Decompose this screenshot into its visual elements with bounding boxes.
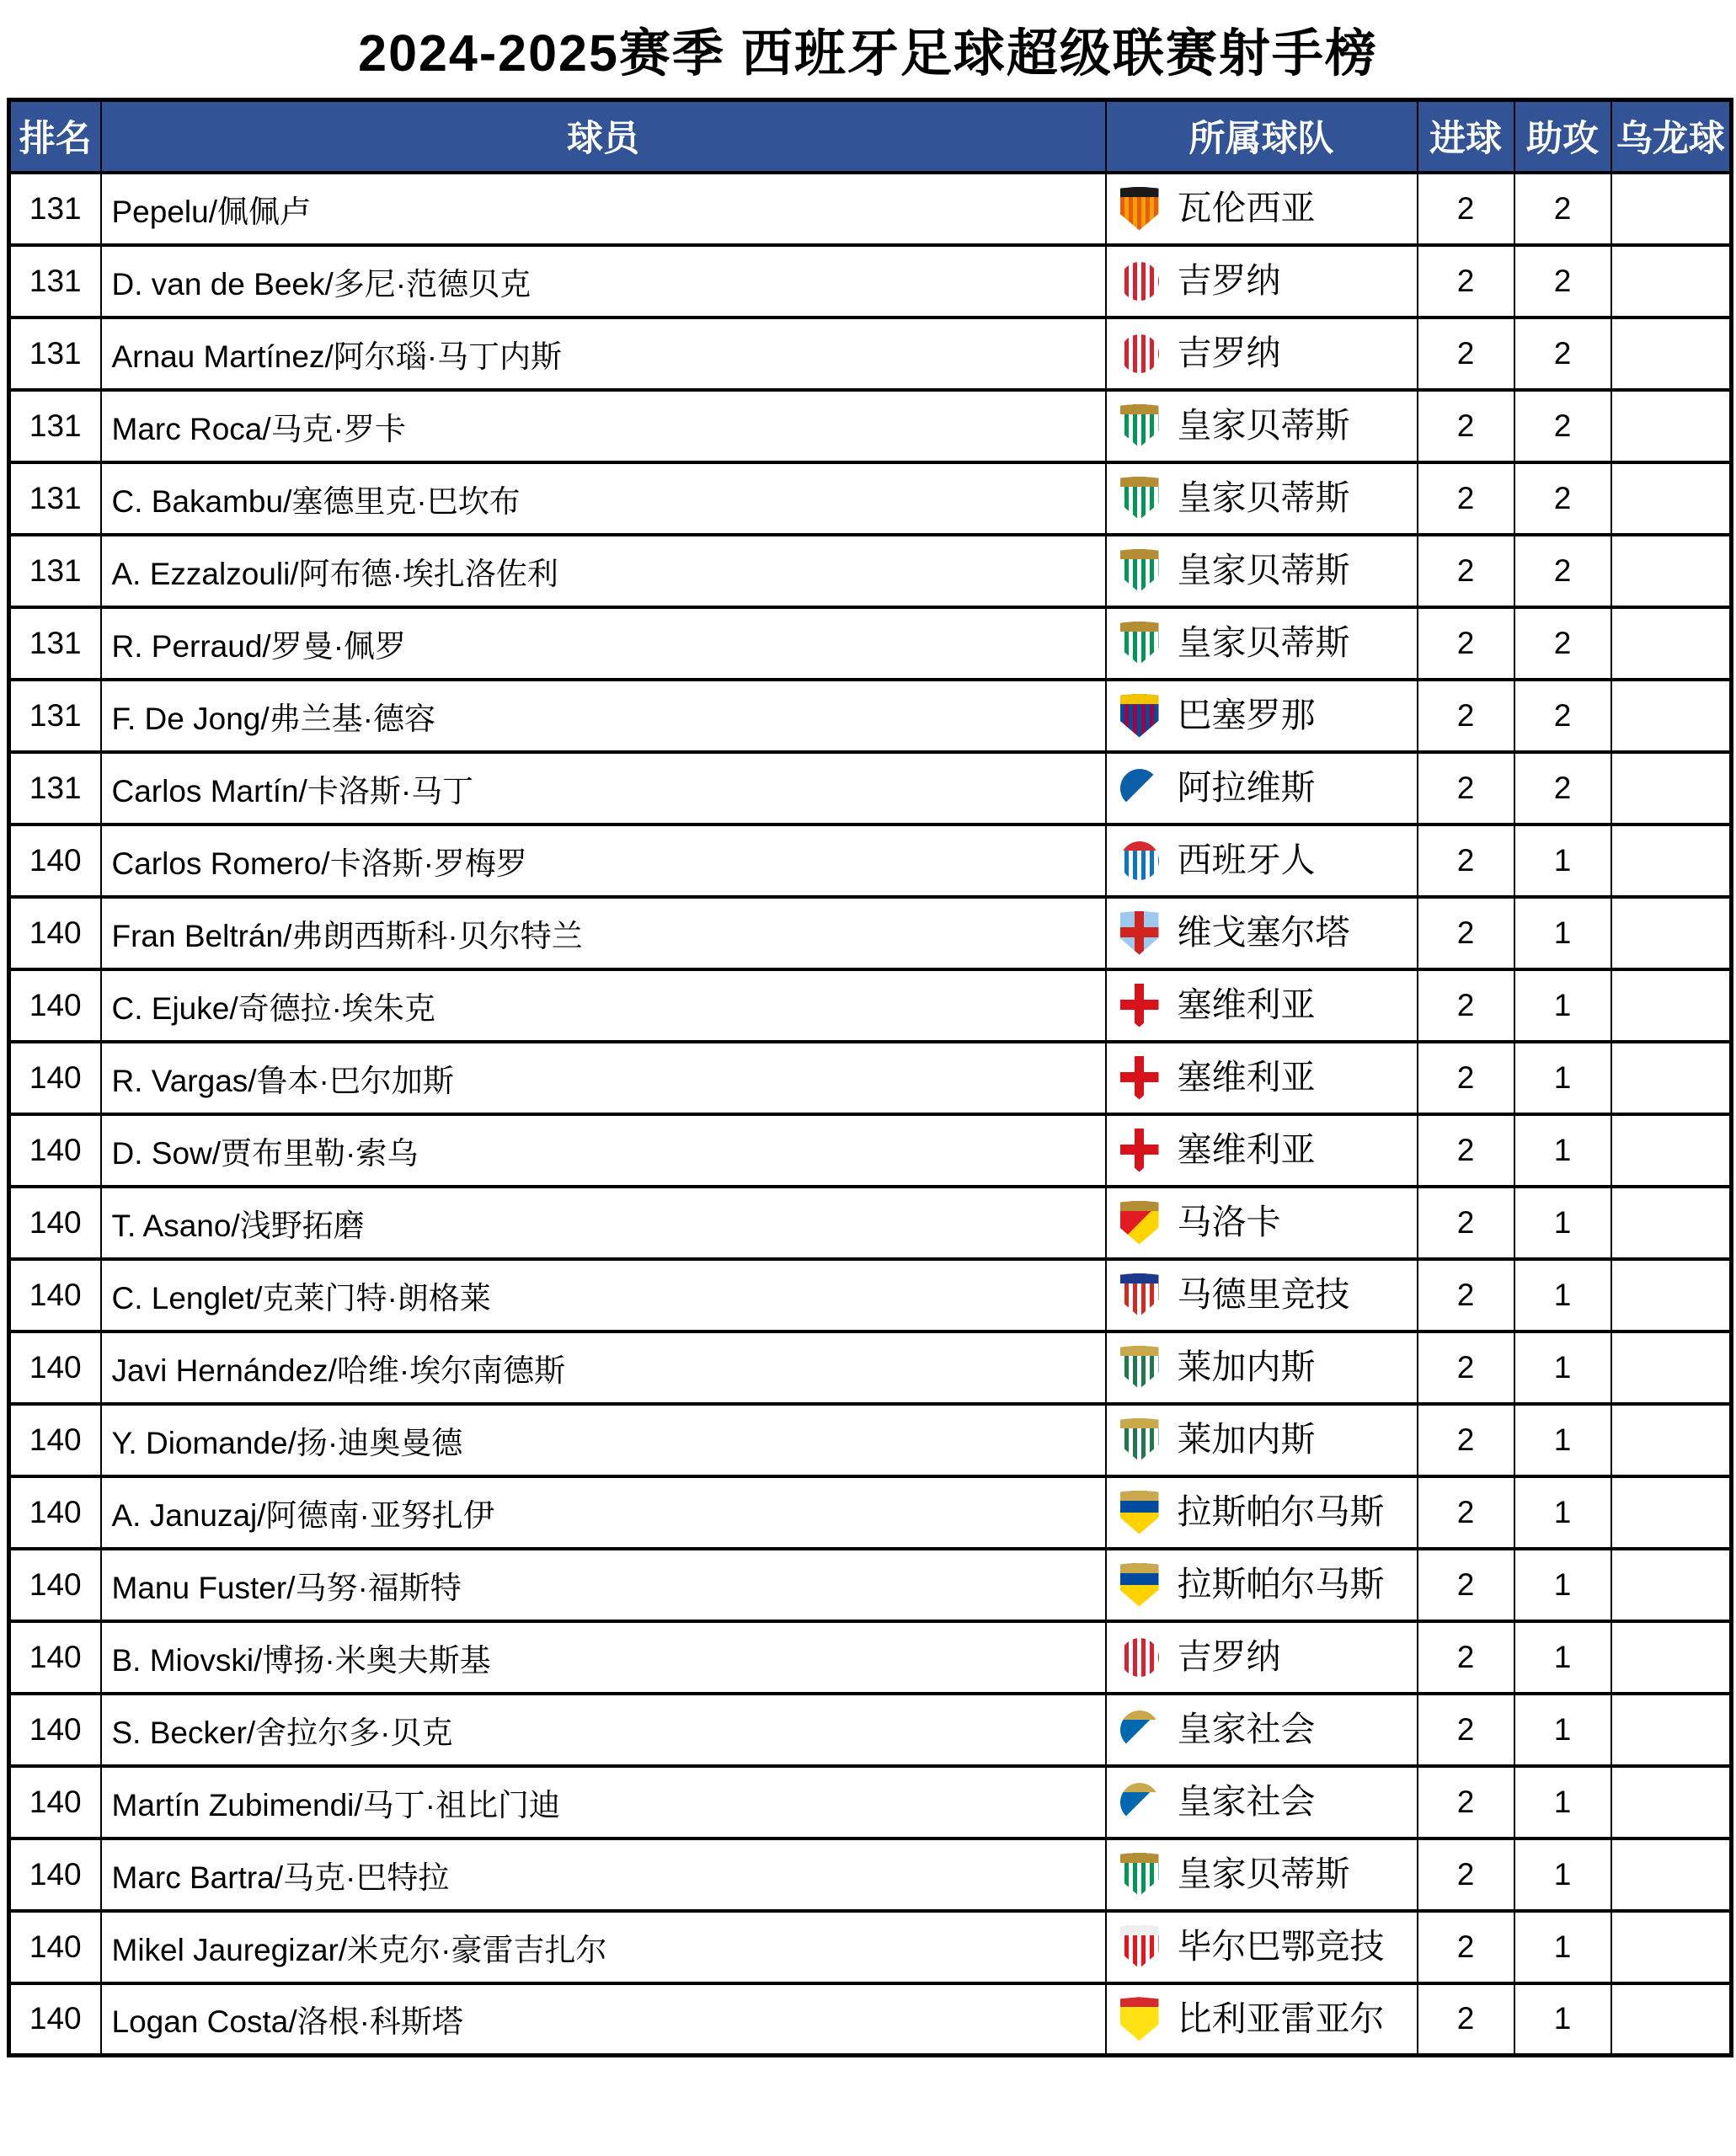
goals-cell: 2: [1418, 535, 1514, 607]
rank-cell: 140: [9, 1983, 101, 2056]
rank-cell: 140: [9, 1621, 101, 1694]
own-goals-cell: [1611, 607, 1732, 680]
team-wrap: [1107, 1925, 1417, 1969]
leganes-crest-icon: [1120, 1418, 1159, 1462]
table-row: [9, 1621, 1732, 1694]
own-goals-cell: [1611, 680, 1732, 752]
table-row: [9, 1838, 1732, 1911]
table-body: [9, 173, 1732, 2056]
team-cell: [1106, 752, 1418, 825]
player-cell: C. Lenglet/克莱门特·朗格莱: [101, 1259, 1106, 1331]
team-wrap: [1107, 769, 1417, 808]
own-goals-cell: [1611, 1259, 1732, 1331]
own-goals-cell: [1611, 462, 1732, 535]
own-goals-cell: [1611, 1911, 1732, 1983]
team-wrap: [1107, 1418, 1417, 1462]
rank-cell: 131: [9, 462, 101, 535]
team-cell: [1106, 535, 1418, 607]
team-cell: [1106, 173, 1418, 245]
player-cell: T. Asano/浅野拓磨: [101, 1187, 1106, 1259]
team-wrap: [1107, 1997, 1417, 2041]
table-row: [9, 607, 1732, 680]
goals-cell: 2: [1418, 1476, 1514, 1549]
player-cell: A. Ezzalzouli/阿布德·埃扎洛佐利: [101, 535, 1106, 607]
team-cell: [1106, 1331, 1418, 1404]
table-row: [9, 680, 1732, 752]
leganes-crest-icon: [1120, 1346, 1159, 1390]
sevilla-crest-icon: [1120, 1056, 1159, 1100]
team-name: 吉罗纳: [1177, 261, 1281, 300]
rank-cell: 131: [9, 752, 101, 825]
assists-cell: 1: [1514, 897, 1611, 969]
scorers-table: [7, 98, 1733, 2057]
assists-cell: 1: [1514, 1694, 1611, 1766]
team-name: 马洛卡: [1177, 1203, 1281, 1241]
table-row: [9, 1042, 1732, 1114]
team-name: 瓦伦西亚: [1177, 189, 1316, 227]
rank-cell: 140: [9, 1259, 101, 1331]
player-cell: Javi Hernández/哈维·埃尔南德斯: [101, 1331, 1106, 1404]
table-row: [9, 1549, 1732, 1621]
player-cell: S. Becker/舍拉尔多·贝克: [101, 1694, 1106, 1766]
own-goals-cell: [1611, 1549, 1732, 1621]
player-cell: D. van de Beek/多尼·范德贝克: [101, 245, 1106, 318]
player-cell: B. Miovski/博扬·米奥夫斯基: [101, 1621, 1106, 1694]
real-sociedad-crest-icon: [1120, 1710, 1159, 1749]
team-name: 皇家贝蒂斯: [1177, 623, 1350, 662]
assists-cell: 1: [1514, 825, 1611, 897]
assists-cell: 1: [1514, 1983, 1611, 2056]
rank-cell: 140: [9, 969, 101, 1042]
assists-cell: 1: [1514, 1404, 1611, 1476]
team-wrap: [1107, 622, 1417, 665]
rank-cell: 140: [9, 825, 101, 897]
rank-cell: 140: [9, 1911, 101, 1983]
goals-cell: 2: [1418, 1331, 1514, 1404]
team-name: 阿拉维斯: [1177, 768, 1316, 807]
table-row: [9, 752, 1732, 825]
page-title: 2024-2025赛季 西班牙足球超级联赛射手榜: [358, 24, 1378, 82]
player-cell: Y. Diomande/扬·迪奥曼德: [101, 1404, 1106, 1476]
assists-cell: 1: [1514, 1621, 1611, 1694]
goals-cell: 2: [1418, 1549, 1514, 1621]
rank-cell: 140: [9, 1187, 101, 1259]
goals-cell: 2: [1418, 1404, 1514, 1476]
player-cell: A. Januzaj/阿德南·亚努扎伊: [101, 1476, 1106, 1549]
team-name: 皇家贝蒂斯: [1177, 406, 1350, 445]
rank-cell: 131: [9, 607, 101, 680]
own-goals-cell: [1611, 1404, 1732, 1476]
valencia-crest-icon: [1120, 187, 1159, 231]
assists-cell: 1: [1514, 1549, 1611, 1621]
table-row: [9, 1404, 1732, 1476]
header-own-goals: 乌龙球: [1611, 100, 1732, 173]
goals-cell: 2: [1418, 318, 1514, 390]
player-cell: C. Bakambu/塞德里克·巴坎布: [101, 462, 1106, 535]
goals-cell: 2: [1418, 1766, 1514, 1838]
goals-cell: 2: [1418, 1838, 1514, 1911]
team-cell: [1106, 1042, 1418, 1114]
header-assists: 助攻: [1514, 100, 1611, 173]
own-goals-cell: [1611, 1476, 1732, 1549]
real-betis-crest-icon: [1120, 622, 1159, 665]
assists-cell: 1: [1514, 1187, 1611, 1259]
table-row: [9, 1766, 1732, 1838]
player-cell: Manu Fuster/马努·福斯特: [101, 1549, 1106, 1621]
team-cell: [1106, 680, 1418, 752]
table-row: [9, 1983, 1732, 2056]
player-cell: R. Perraud/罗曼·佩罗: [101, 607, 1106, 680]
sevilla-crest-icon: [1120, 1129, 1159, 1172]
team-cell: [1106, 462, 1418, 535]
rank-cell: 140: [9, 1114, 101, 1187]
rank-cell: 140: [9, 1694, 101, 1766]
team-cell: [1106, 1114, 1418, 1187]
celta-vigo-crest-icon: [1120, 911, 1159, 955]
team-name: 吉罗纳: [1177, 334, 1281, 372]
goals-cell: 2: [1418, 390, 1514, 462]
team-name: 皇家贝蒂斯: [1177, 1854, 1350, 1893]
header-player: 球员: [101, 100, 1106, 173]
team-cell: [1106, 1911, 1418, 1983]
assists-cell: 2: [1514, 607, 1611, 680]
team-name: 塞维利亚: [1177, 985, 1316, 1024]
table-row: [9, 173, 1732, 245]
assists-cell: 1: [1514, 1476, 1611, 1549]
team-cell: [1106, 1259, 1418, 1331]
real-betis-crest-icon: [1120, 477, 1159, 520]
player-cell: R. Vargas/鲁本·巴尔加斯: [101, 1042, 1106, 1114]
team-name: 塞维利亚: [1177, 1058, 1316, 1097]
own-goals-cell: [1611, 969, 1732, 1042]
own-goals-cell: [1611, 1838, 1732, 1911]
team-wrap: [1107, 1563, 1417, 1607]
assists-cell: 1: [1514, 1766, 1611, 1838]
own-goals-cell: [1611, 752, 1732, 825]
goals-cell: 2: [1418, 607, 1514, 680]
team-name: 皇家社会: [1177, 1782, 1316, 1821]
player-cell: Martín Zubimendi/马丁·祖比门迪: [101, 1766, 1106, 1838]
player-cell: Arnau Martínez/阿尔瑙·马丁内斯: [101, 318, 1106, 390]
rank-cell: 140: [9, 1838, 101, 1911]
table-row: [9, 1476, 1732, 1549]
player-cell: Carlos Martín/卡洛斯·马丁: [101, 752, 1106, 825]
own-goals-cell: [1611, 1331, 1732, 1404]
table-row: [9, 1911, 1732, 1983]
team-cell: [1106, 245, 1418, 318]
assists-cell: 2: [1514, 535, 1611, 607]
goals-cell: 2: [1418, 680, 1514, 752]
team-name: 莱加内斯: [1177, 1420, 1316, 1459]
assists-cell: 1: [1514, 1259, 1611, 1331]
assists-cell: 1: [1514, 1911, 1611, 1983]
team-name: 拉斯帕尔马斯: [1177, 1492, 1385, 1531]
header-goals: 进球: [1418, 100, 1514, 173]
own-goals-cell: [1611, 1694, 1732, 1766]
team-name: 比利亚雷亚尔: [1177, 1999, 1385, 2038]
rank-cell: 140: [9, 897, 101, 969]
assists-cell: 1: [1514, 1331, 1611, 1404]
assists-cell: 1: [1514, 969, 1611, 1042]
goals-cell: 2: [1418, 897, 1514, 969]
team-wrap: [1107, 187, 1417, 231]
team-name: 塞维利亚: [1177, 1130, 1316, 1169]
assists-cell: 2: [1514, 318, 1611, 390]
goals-cell: 2: [1418, 1911, 1514, 1983]
player-cell: Marc Bartra/马克·巴特拉: [101, 1838, 1106, 1911]
team-name: 拉斯帕尔马斯: [1177, 1565, 1385, 1604]
goals-cell: 2: [1418, 1694, 1514, 1766]
own-goals-cell: [1611, 1187, 1732, 1259]
team-wrap: [1107, 1710, 1417, 1749]
team-wrap: [1107, 477, 1417, 520]
team-cell: [1106, 1694, 1418, 1766]
team-cell: [1106, 1187, 1418, 1259]
own-goals-cell: [1611, 1983, 1732, 2056]
team-name: 巴塞罗那: [1177, 696, 1316, 734]
team-wrap: [1107, 1056, 1417, 1100]
player-cell: Marc Roca/马克·罗卡: [101, 390, 1106, 462]
team-wrap: [1107, 911, 1417, 955]
assists-cell: 1: [1514, 1838, 1611, 1911]
rank-cell: 140: [9, 1476, 101, 1549]
table-row: [9, 897, 1732, 969]
real-betis-crest-icon: [1120, 549, 1159, 593]
player-cell: C. Ejuke/奇德拉·埃朱克: [101, 969, 1106, 1042]
team-cell: [1106, 1549, 1418, 1621]
own-goals-cell: [1611, 1766, 1732, 1838]
team-wrap: [1107, 1273, 1417, 1317]
real-betis-crest-icon: [1120, 1853, 1159, 1897]
goals-cell: 2: [1418, 1259, 1514, 1331]
team-cell: [1106, 1838, 1418, 1911]
assists-cell: 1: [1514, 1114, 1611, 1187]
goals-cell: 2: [1418, 1621, 1514, 1694]
goals-cell: 2: [1418, 245, 1514, 318]
rank-cell: 131: [9, 173, 101, 245]
team-name: 西班牙人: [1177, 841, 1316, 879]
own-goals-cell: [1611, 245, 1732, 318]
team-cell: [1106, 1983, 1418, 2056]
mallorca-crest-icon: [1120, 1201, 1159, 1245]
header-team: 所属球队: [1106, 100, 1418, 173]
team-wrap: [1107, 841, 1417, 880]
team-name: 皇家贝蒂斯: [1177, 478, 1350, 517]
team-wrap: [1107, 984, 1417, 1027]
team-name: 毕尔巴鄂竞技: [1177, 1927, 1385, 1966]
goals-cell: 2: [1418, 1042, 1514, 1114]
girona-crest-icon: [1120, 262, 1159, 301]
team-name: 维戈塞尔塔: [1177, 913, 1350, 952]
goals-cell: 2: [1418, 1983, 1514, 2056]
team-name: 皇家贝蒂斯: [1177, 551, 1350, 590]
team-cell: [1106, 1404, 1418, 1476]
assists-cell: 2: [1514, 390, 1611, 462]
table-row: [9, 245, 1732, 318]
sevilla-crest-icon: [1120, 984, 1159, 1027]
player-cell: Logan Costa/洛根·科斯塔: [101, 1983, 1106, 2056]
table-row: [9, 535, 1732, 607]
header-row: [9, 100, 1732, 173]
table-row: [9, 1187, 1732, 1259]
team-wrap: [1107, 1201, 1417, 1245]
team-wrap: [1107, 1129, 1417, 1172]
team-cell: [1106, 1766, 1418, 1838]
assists-cell: 1: [1514, 1042, 1611, 1114]
las-palmas-crest-icon: [1120, 1491, 1159, 1534]
assists-cell: 2: [1514, 245, 1611, 318]
assists-cell: 2: [1514, 752, 1611, 825]
goals-cell: 2: [1418, 1114, 1514, 1187]
own-goals-cell: [1611, 825, 1732, 897]
table-row: [9, 1694, 1732, 1766]
team-cell: [1106, 1476, 1418, 1549]
team-name: 吉罗纳: [1177, 1637, 1281, 1676]
goals-cell: 2: [1418, 969, 1514, 1042]
girona-crest-icon: [1120, 334, 1159, 373]
rank-cell: 140: [9, 1549, 101, 1621]
table-row: [9, 969, 1732, 1042]
own-goals-cell: [1611, 173, 1732, 245]
rank-cell: 140: [9, 1404, 101, 1476]
table-row: [9, 1259, 1732, 1331]
team-name: 莱加内斯: [1177, 1348, 1316, 1386]
team-cell: [1106, 390, 1418, 462]
own-goals-cell: [1611, 1114, 1732, 1187]
team-cell: [1106, 318, 1418, 390]
player-cell: Mikel Jauregizar/米克尔·豪雷吉扎尔: [101, 1911, 1106, 1983]
team-wrap: [1107, 334, 1417, 373]
header-rank: 排名: [9, 100, 101, 173]
assists-cell: 2: [1514, 462, 1611, 535]
own-goals-cell: [1611, 1621, 1732, 1694]
team-wrap: [1107, 694, 1417, 738]
own-goals-cell: [1611, 535, 1732, 607]
player-cell: Fran Beltrán/弗朗西斯科·贝尔特兰: [101, 897, 1106, 969]
table-header: [9, 100, 1732, 173]
own-goals-cell: [1611, 390, 1732, 462]
own-goals-cell: [1611, 897, 1732, 969]
team-wrap: [1107, 262, 1417, 301]
team-cell: [1106, 897, 1418, 969]
team-wrap: [1107, 1638, 1417, 1677]
player-cell: F. De Jong/弗兰基·德容: [101, 680, 1106, 752]
assists-cell: 2: [1514, 173, 1611, 245]
assists-cell: 2: [1514, 680, 1611, 752]
goals-cell: 2: [1418, 752, 1514, 825]
rank-cell: 131: [9, 680, 101, 752]
goals-cell: 2: [1418, 462, 1514, 535]
team-wrap: [1107, 1491, 1417, 1534]
las-palmas-crest-icon: [1120, 1563, 1159, 1607]
real-sociedad-crest-icon: [1120, 1783, 1159, 1822]
rank-cell: 140: [9, 1766, 101, 1838]
table-row: [9, 390, 1732, 462]
team-cell: [1106, 1621, 1418, 1694]
team-wrap: [1107, 1853, 1417, 1897]
team-wrap: [1107, 1346, 1417, 1390]
player-cell: Pepelu/佩佩卢: [101, 173, 1106, 245]
goals-cell: 2: [1418, 173, 1514, 245]
team-cell: [1106, 607, 1418, 680]
alaves-crest-icon: [1120, 769, 1159, 808]
team-name: 马德里竞技: [1177, 1275, 1350, 1314]
team-wrap: [1107, 404, 1417, 448]
rank-cell: 131: [9, 245, 101, 318]
rank-cell: 131: [9, 535, 101, 607]
table-row: [9, 1331, 1732, 1404]
espanyol-crest-icon: [1120, 841, 1159, 880]
athletic-bilbao-crest-icon: [1120, 1925, 1159, 1969]
rank-cell: 131: [9, 318, 101, 390]
team-name: 皇家社会: [1177, 1710, 1316, 1748]
real-betis-crest-icon: [1120, 404, 1159, 448]
table-row: [9, 318, 1732, 390]
girona-crest-icon: [1120, 1638, 1159, 1677]
goals-cell: 2: [1418, 825, 1514, 897]
rank-cell: 131: [9, 390, 101, 462]
table-row: [9, 825, 1732, 897]
team-cell: [1106, 969, 1418, 1042]
table-row: [9, 1114, 1732, 1187]
barcelona-crest-icon: [1120, 694, 1159, 738]
goals-cell: 2: [1418, 1187, 1514, 1259]
own-goals-cell: [1611, 1042, 1732, 1114]
villarreal-crest-icon: [1120, 1997, 1159, 2041]
player-cell: Carlos Romero/卡洛斯·罗梅罗: [101, 825, 1106, 897]
team-wrap: [1107, 1783, 1417, 1822]
rank-cell: 140: [9, 1042, 101, 1114]
rank-cell: 140: [9, 1331, 101, 1404]
own-goals-cell: [1611, 318, 1732, 390]
player-cell: D. Sow/贾布里勒·索乌: [101, 1114, 1106, 1187]
team-cell: [1106, 825, 1418, 897]
atletico-madrid-crest-icon: [1120, 1273, 1159, 1317]
table-row: [9, 462, 1732, 535]
team-wrap: [1107, 549, 1417, 593]
